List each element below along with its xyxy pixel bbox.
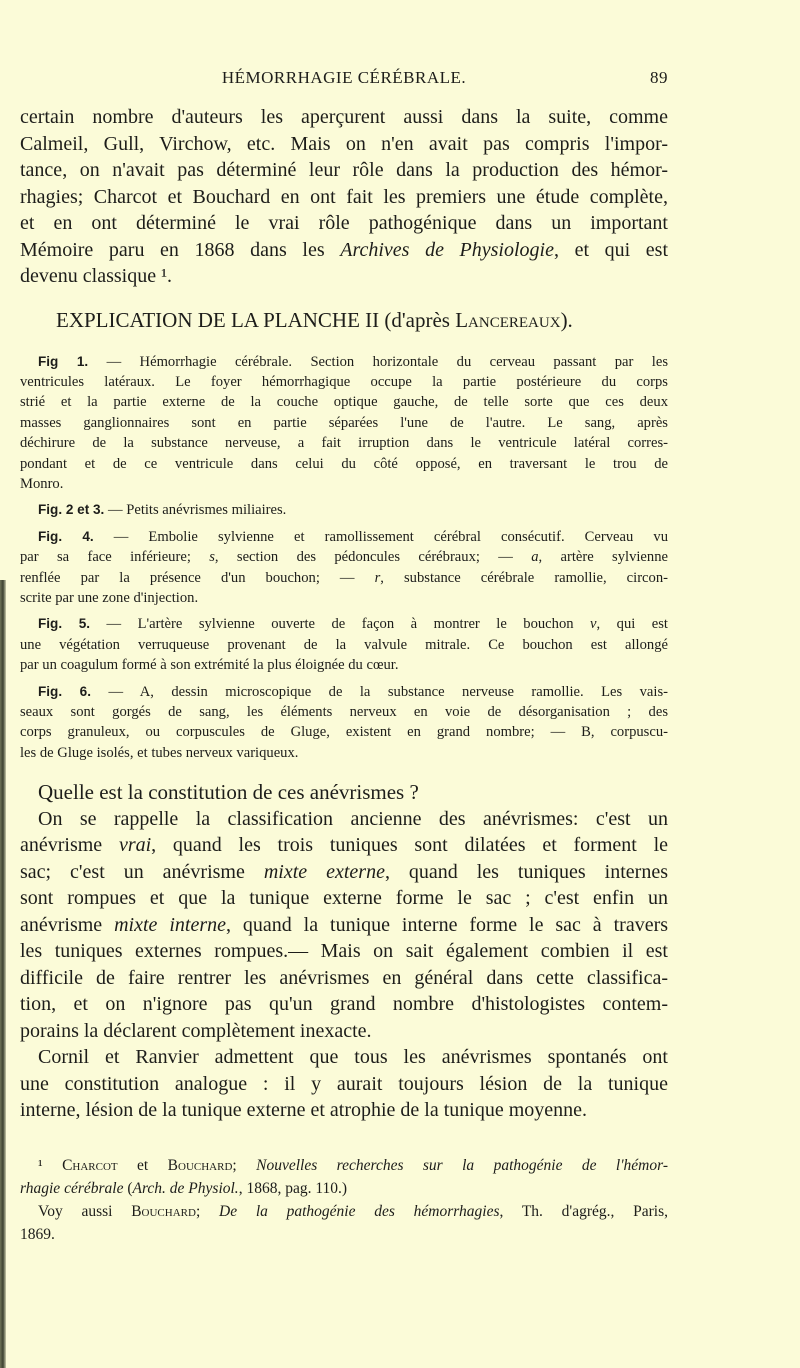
text-run: une végétation verruqueuse provenant de la valvule mitrale. Ce bouchon est allongé [20,636,668,653]
text-run: sont rompues et que la tunique externe forme le sac ; c'est enfin un [20,887,668,910]
section-question [20,779,668,806]
text-run: , artère sylvienne [538,549,668,566]
figure-caption-line [20,655,668,675]
figure-caption-line [20,352,668,372]
text-run: EXPLICATION DE LA PLANCHE II (d'après [56,307,456,332]
text-run: ventricules latéraux. Le foyer hémorrhagique occupe la partie postérieure du corps [20,373,668,390]
text-run: tion, et on n'ignore pas qu'un grand nombre d'histologistes contem- [20,993,668,1016]
aneurysm-section [20,779,668,1124]
figure-caption-line [20,568,668,588]
page-binding-edge [0,580,6,1368]
text-run: Mémoire paru en 1868 dans les [20,238,341,261]
figure-label: Fig 1. [38,353,89,369]
italic-text: a [531,549,539,566]
text-run: renflée par la présence d'un bouchon; — [20,569,375,586]
author-name: Bouchard [167,1156,233,1174]
text-run: , section des pédoncules cérébraux; — [214,549,532,566]
italic-text: v [590,616,597,633]
text-run: , Th. d'agrég., Paris, [499,1202,669,1220]
italic-text: Arch. de Physiol. [132,1179,239,1197]
text-run: , qui est [596,616,668,633]
text-run: par un coagulum formé à son extrémité la plus éloignée du cœur. [20,657,399,674]
text-run: — Hémorrhagie cérébrale. Section horizontale du cerveau passant par les [88,353,668,370]
intro-paragraph [20,104,668,290]
figure-caption-line [20,743,668,763]
running-title: HÉMORRHAGIE CÉRÉBRALE. [221,68,467,87]
text-run: ; [232,1156,257,1174]
text-run: corps granuleux, ou corpuscules de Gluge, existent en grand nombre; — B, corpuscu- [20,724,668,741]
figure-caption-line [20,474,668,494]
figure-label: Fig. 5. [38,616,91,632]
figure-caption-line [20,547,668,567]
text-run: — Embolie sylvienne et ramollissement cérébral consécutif. Cerveau vu [93,528,668,545]
text-run: pondant et de ce ventricule dans celui du côté opposé, en traversant le trou de [20,455,668,472]
text-run: , quand les tuniques internes [384,860,668,883]
book-page [20,66,668,1246]
figure-caption-line [20,413,668,433]
figure-caption-line [20,635,668,655]
text-run: sac; c'est un anévrisme [20,860,264,883]
text-run: , quand les trois tuniques sont dilatées et forment le [151,834,669,857]
text-run: — A, dessin microscopique de la substance nerveuse ramollie. Les vais- [91,683,668,700]
figure-caption-line [20,682,668,702]
body-line [20,1071,668,1098]
figure-caption-line [20,722,668,742]
body-line [20,885,668,912]
italic-text: Archives de Physiologie [340,238,554,261]
text-run: difficile de faire rentrer les anévrismes en général dans cette classifica- [20,966,668,989]
text-run: les de Gluge isolés, et tubes nerveux variqueux. [20,744,299,761]
text-run: une constitution analogue : il y aurait toujours lésion de la tunique [20,1072,668,1095]
figure-captions [20,352,668,764]
figure-caption-line [20,392,668,412]
text-run: anévrisme [20,913,115,936]
text-run: porains la déclarent complètement inexacte. [20,1019,372,1042]
text-run: , quand la tunique interne forme le sac à travers [225,913,669,936]
body-line [20,1097,668,1124]
text-run: rhagies; Charcot et Bouchard en ont fait les premiers une étude complète, [20,185,668,208]
text-run: interne, lésion de la tunique externe et atrophie de la tunique moyenne. [20,1099,588,1122]
text-run: anévrisme [20,834,119,857]
intro-line [20,237,668,264]
text-run: ). [560,307,573,332]
footnotes [20,1154,668,1246]
body-line [20,912,668,939]
body-line [20,1018,668,1045]
body-paragraph [20,806,668,1045]
author-name: Bouchard [131,1202,196,1220]
figure-label: Fig. 2 et 3. [38,502,105,518]
plate-explanation-heading [20,306,704,334]
text-run: et en ont déterminé le vrai rôle pathogénique dans un important [20,212,668,234]
figure-caption-line [20,454,668,474]
text-run: strié et la partie externe de la couche optique gauche, de telle sorte que ces deux [20,394,668,411]
text-run: scrite par une zone d'injection. [20,589,199,606]
figure-label: Fig. 6. [38,683,91,699]
section-question-line [20,779,668,806]
figure-caption-line [20,372,668,392]
body-line [20,1044,668,1071]
text-run: tance, on n'avait pas déterminé leur rôle dans la production des hémor- [20,159,668,181]
body-line [20,938,668,965]
body-paragraph [20,1044,668,1124]
text-run: Voy aussi [38,1202,132,1220]
footnote-line [20,1154,668,1177]
figure-caption-line [20,588,668,608]
body-line [20,991,668,1018]
italic-text: vrai [118,834,152,857]
text-run: ¹ [38,1156,63,1174]
text-run: On se rappelle la classification ancienne des anévrismes: c'est un [38,807,668,830]
body-line [20,806,668,833]
italic-text: mixte interne [114,913,226,936]
text-run: masses ganglionnaires sont en partie séparées l'une de l'autre. Le sang, après [20,414,668,431]
italic-text: s [209,549,215,566]
figure-caption-line [20,614,668,634]
text-run: Calmeil, Gull, Virchow, etc. Mais on n'en avait pas compris l'impor- [20,132,668,155]
italic-text: mixte externe [263,860,385,883]
figure-label: Fig. 4. [38,528,94,544]
text-run: devenu classique ¹. [20,265,173,287]
text-run: Cornil et Ranvier admettent que tous les anévrismes spontanés ont [38,1046,668,1069]
author-name: Lancereaux [455,307,561,332]
text-run: ; [195,1202,219,1220]
italic-text: De la pathogénie des hémorrhagies [219,1202,500,1220]
text-run: Quelle est la constitution de ces anévrismes ? [38,780,419,805]
text-run: , 1868, pag. 110.) [238,1179,348,1197]
text-run: et [117,1156,168,1174]
footnote-line [20,1223,668,1246]
text-run: , et qui est [553,238,669,261]
text-run: ( [123,1179,133,1197]
text-run: Monro. [20,475,64,492]
body-line [20,965,668,992]
italic-text: Nouvelles recherches sur la pathogénie de l'hémor- [256,1156,668,1174]
intro-line [20,131,668,158]
figure-caption-line [20,702,668,722]
text-run: — L'artère sylvienne ouverte de façon à montrer le bouchon [90,616,591,633]
intro-line [20,157,668,184]
figure-caption-line [20,433,668,453]
intro-line [20,210,668,237]
page-number: 89 [650,68,668,87]
intro-line [20,263,668,290]
text-run: certain nombre d'auteurs les aperçurent aussi dans la suite, comme [20,106,668,128]
text-run: , substance cérébrale ramollie, circon- [380,569,668,586]
footnote-line [20,1200,668,1223]
running-header [20,66,668,90]
text-run: 1869. [20,1225,55,1243]
intro-line [20,104,668,131]
intro-line [20,184,668,211]
author-name: Charcot [62,1156,118,1174]
italic-text: rhagie cérébrale [20,1179,124,1197]
figure-caption-line [20,527,668,547]
footnote-line [20,1177,668,1200]
text-run: — Petits anévrismes miliaires. [104,502,287,519]
body-line [20,832,668,859]
text-run: déchirure de la substance nerveuse, a fait irruption dans le ventricule latéral corres- [20,435,668,452]
text-run: les tuniques externes rompues.— Mais on sait également combien il est [20,940,668,963]
figure-caption-line [20,500,668,520]
text-run: seaux sont gorgés de sang, les éléments nerveux en voie de désorganisation ; des [20,704,668,720]
text-run: par sa face inférieure; [20,549,210,566]
body-line [20,859,668,886]
italic-text: r [374,569,381,586]
